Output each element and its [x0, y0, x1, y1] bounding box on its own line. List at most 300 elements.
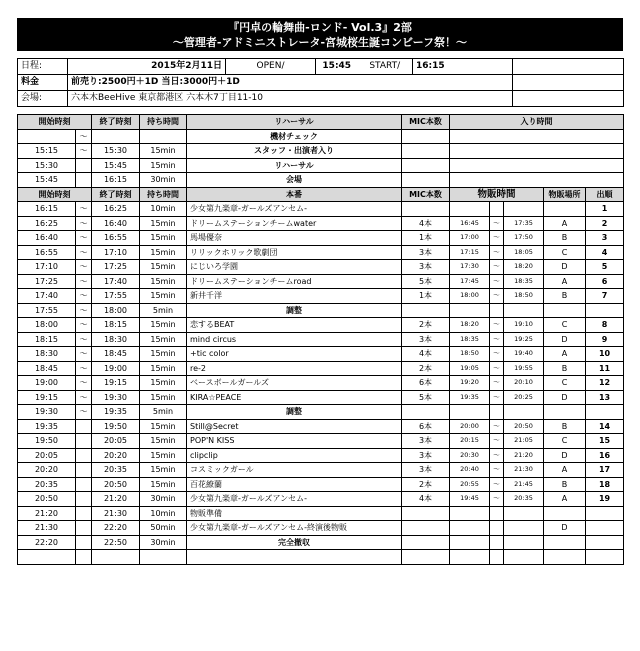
- mic-count: 2本: [402, 318, 450, 333]
- tilde: ～: [76, 318, 92, 333]
- merch-tilde: [490, 303, 504, 318]
- merch-end: [504, 405, 544, 420]
- info-blank-cell: [513, 59, 624, 75]
- show-row: [18, 376, 624, 391]
- show-row: [18, 361, 624, 376]
- mic-count: 5本: [402, 390, 450, 405]
- merch-place: A: [544, 347, 586, 362]
- merch-start: 18:50: [450, 347, 490, 362]
- performer-name: 調整: [187, 303, 402, 318]
- show-rows: [18, 202, 624, 565]
- fee-label: 料金: [18, 75, 68, 91]
- show-row: [18, 434, 624, 449]
- show-row: [18, 347, 624, 362]
- tilde: ～: [76, 129, 92, 144]
- end-time: 19:35: [92, 405, 140, 420]
- mic-count: [402, 405, 450, 420]
- entry-time: [450, 158, 624, 173]
- start-time: 21:20: [18, 506, 76, 521]
- mic-count: 6本: [402, 376, 450, 391]
- merch-start: 19:35: [450, 390, 490, 405]
- merch-end: [504, 303, 544, 318]
- show-row: [18, 231, 624, 246]
- rehearsal-row: [18, 158, 624, 173]
- end-time: 18:45: [92, 347, 140, 362]
- tilde: [76, 419, 92, 434]
- open-label: OPEN/: [226, 59, 316, 75]
- mic-count: 2本: [402, 361, 450, 376]
- duration: 15min: [140, 347, 187, 362]
- merch-start: [450, 303, 490, 318]
- duration: 15min: [140, 144, 187, 159]
- tilde: [76, 158, 92, 173]
- merch-place: D: [544, 521, 586, 536]
- tilde: ～: [76, 216, 92, 231]
- venue-label: 会場:: [18, 91, 68, 107]
- end-time: 15:45: [92, 158, 140, 173]
- start-time: 15:30: [18, 158, 76, 173]
- merch-start: 19:45: [450, 492, 490, 507]
- performance-order: 16: [586, 448, 624, 463]
- duration: 15min: [140, 390, 187, 405]
- duration: 30min: [140, 535, 187, 550]
- end-time: 22:50: [92, 535, 140, 550]
- mic-count: 4本: [402, 492, 450, 507]
- performer-name: [187, 550, 402, 565]
- end-time: 19:15: [92, 376, 140, 391]
- performance-order: [586, 521, 624, 536]
- fee-row: [18, 75, 624, 91]
- performer-name: Still@Secret: [187, 419, 402, 434]
- merch-start: 19:05: [450, 361, 490, 376]
- title-line-1: 『円卓の輪舞曲-ロンド- Vol.3』2部: [228, 21, 412, 34]
- merch-tilde: [490, 506, 504, 521]
- merch-tilde: ～: [490, 347, 504, 362]
- date-label: 日程:: [18, 59, 68, 75]
- merch-place: C: [544, 318, 586, 333]
- merch-end: 20:10: [504, 376, 544, 391]
- end-time: 18:30: [92, 332, 140, 347]
- performance-order: [586, 303, 624, 318]
- mic-count: [402, 129, 450, 144]
- performance-order: 17: [586, 463, 624, 478]
- event-info-table: [17, 58, 624, 107]
- mic-count: 3本: [402, 448, 450, 463]
- header-merch-place: 物販場所: [544, 187, 586, 202]
- mic-count: 5本: [402, 274, 450, 289]
- start-time: 22:20: [18, 535, 76, 550]
- start-time: 21:30: [18, 521, 76, 536]
- mic-count: 3本: [402, 463, 450, 478]
- duration: 10min: [140, 506, 187, 521]
- performer-name: POP'N KISS: [187, 434, 402, 449]
- header-duration: 持ち時間: [140, 187, 187, 202]
- info-blank-cell: [513, 91, 624, 107]
- entry-time: [450, 129, 624, 144]
- mic-count: [402, 158, 450, 173]
- tilde: [76, 521, 92, 536]
- merch-place: A: [544, 216, 586, 231]
- tilde: ～: [76, 376, 92, 391]
- performance-order: [586, 550, 624, 565]
- start-label: START/: [358, 59, 413, 75]
- tilde: ～: [76, 332, 92, 347]
- start-time: 20:05: [18, 448, 76, 463]
- tilde: ～: [76, 245, 92, 260]
- performance-order: 12: [586, 376, 624, 391]
- duration: 5min: [140, 303, 187, 318]
- venue-value: 六本木BeeHive 東京都港区 六本木7丁目11-10: [68, 91, 513, 107]
- duration: 15min: [140, 332, 187, 347]
- start-time: 17:40: [18, 289, 76, 304]
- end-time: [92, 550, 140, 565]
- header-mic: MIC本数: [402, 115, 450, 130]
- merch-end: 21:30: [504, 463, 544, 478]
- open-time: 15:45: [316, 59, 358, 75]
- merch-place: [544, 506, 586, 521]
- end-time: 19:30: [92, 390, 140, 405]
- merch-end: 18:35: [504, 274, 544, 289]
- tilde: [76, 506, 92, 521]
- tilde: [76, 535, 92, 550]
- merch-start: 16:45: [450, 216, 490, 231]
- start-time: 18:45: [18, 361, 76, 376]
- tilde: [76, 173, 92, 188]
- start-time: 16:55: [18, 245, 76, 260]
- title-banner: [17, 18, 623, 51]
- end-time: 16:40: [92, 216, 140, 231]
- mic-count: [402, 550, 450, 565]
- performer-name: mind circus: [187, 332, 402, 347]
- duration: 15min: [140, 289, 187, 304]
- duration: 30min: [140, 492, 187, 507]
- merch-end: [504, 521, 544, 536]
- merch-start: 17:00: [450, 231, 490, 246]
- header-start: 開始時刻: [18, 187, 92, 202]
- start-time: 17:55: [18, 303, 76, 318]
- title-line-2: ～管理者-アドミニストレータ-宮城桜生誕コンビーフ祭！～: [172, 36, 468, 49]
- show-row: [18, 550, 624, 565]
- merch-place: C: [544, 434, 586, 449]
- duration: 15min: [140, 260, 187, 275]
- tilde: ～: [76, 202, 92, 217]
- merch-end: 20:35: [504, 492, 544, 507]
- performance-order: 2: [586, 216, 624, 231]
- end-time: 17:10: [92, 245, 140, 260]
- merch-tilde: ～: [490, 245, 504, 260]
- merch-tilde: ～: [490, 260, 504, 275]
- end-time: 20:50: [92, 477, 140, 492]
- header-show: 本番: [187, 187, 402, 202]
- performance-order: 1: [586, 202, 624, 217]
- merch-end: 18:20: [504, 260, 544, 275]
- tilde: [76, 477, 92, 492]
- performer-name: 少女第九楽章-ガールズアンセム-: [187, 202, 402, 217]
- end-time: 16:55: [92, 231, 140, 246]
- duration: 15min: [140, 245, 187, 260]
- performance-order: [586, 535, 624, 550]
- performer-name: +tic color: [187, 347, 402, 362]
- header-order: 出順: [586, 187, 624, 202]
- duration: 5min: [140, 405, 187, 420]
- performance-order: 11: [586, 361, 624, 376]
- end-time: 20:20: [92, 448, 140, 463]
- entry-time: [450, 173, 624, 188]
- merch-place: A: [544, 463, 586, 478]
- end-time: 20:35: [92, 463, 140, 478]
- header-mic: MIC本数: [402, 187, 450, 202]
- performance-order: [586, 506, 624, 521]
- merch-end: [504, 550, 544, 565]
- merch-tilde: ～: [490, 434, 504, 449]
- merch-place: C: [544, 376, 586, 391]
- tilde: ～: [76, 231, 92, 246]
- merch-tilde: [490, 202, 504, 217]
- performer-name: 少女第九楽章-ガールズアンセム-: [187, 492, 402, 507]
- entry-time: [450, 144, 624, 159]
- merch-start: 19:20: [450, 376, 490, 391]
- duration: [140, 550, 187, 565]
- start-time: 17:25: [18, 274, 76, 289]
- end-time: 21:20: [92, 492, 140, 507]
- start-time: 20:20: [18, 463, 76, 478]
- duration: 15min: [140, 158, 187, 173]
- mic-count: [402, 173, 450, 188]
- show-row: [18, 492, 624, 507]
- start-time: 19:30: [18, 405, 76, 420]
- merch-place: B: [544, 289, 586, 304]
- merch-start: 17:45: [450, 274, 490, 289]
- merch-start: 20:30: [450, 448, 490, 463]
- performer-name: 新井千洋: [187, 289, 402, 304]
- performance-order: 6: [586, 274, 624, 289]
- duration: 15min: [140, 448, 187, 463]
- rehearsal-row: [18, 173, 624, 188]
- performer-name: 少女第九楽章-ガールズアンセム-終演後物販: [187, 521, 402, 536]
- merch-tilde: ～: [490, 477, 504, 492]
- merch-tilde: ～: [490, 376, 504, 391]
- merch-end: 17:35: [504, 216, 544, 231]
- show-row: [18, 245, 624, 260]
- merch-tilde: ～: [490, 216, 504, 231]
- performer-name: ドリームステーションチームwater: [187, 216, 402, 231]
- merch-end: 19:10: [504, 318, 544, 333]
- date-value: 2015年2月11日: [68, 59, 226, 75]
- tilde: ～: [76, 289, 92, 304]
- start-time: 16:25: [18, 216, 76, 231]
- rehearsal-header-row: [18, 115, 624, 130]
- end-time: 16:15: [92, 173, 140, 188]
- merch-end: 21:45: [504, 477, 544, 492]
- performer-name: 百花繚蘭: [187, 477, 402, 492]
- duration: 15min: [140, 231, 187, 246]
- mic-count: 4本: [402, 216, 450, 231]
- performance-order: 5: [586, 260, 624, 275]
- performance-order: 15: [586, 434, 624, 449]
- show-row: [18, 289, 624, 304]
- show-row: [18, 216, 624, 231]
- header-merch-time: 物販時間: [450, 187, 544, 202]
- header-entry-time: 入り時間: [450, 115, 624, 130]
- duration: 15min: [140, 361, 187, 376]
- end-time: 21:30: [92, 506, 140, 521]
- merch-end: [504, 202, 544, 217]
- performer-name: にじいろ学園: [187, 260, 402, 275]
- tilde: [76, 492, 92, 507]
- merch-tilde: ～: [490, 231, 504, 246]
- show-row: [18, 419, 624, 434]
- rehearsal-item: 機材チェック: [187, 129, 402, 144]
- show-row: [18, 521, 624, 536]
- merch-place: C: [544, 245, 586, 260]
- header-duration: 持ち時間: [140, 115, 187, 130]
- merch-start: 20:55: [450, 477, 490, 492]
- merch-tilde: ～: [490, 289, 504, 304]
- rehearsal-row: [18, 129, 624, 144]
- performance-order: 18: [586, 477, 624, 492]
- merch-end: 18:05: [504, 245, 544, 260]
- start-time: 17:10: [18, 260, 76, 275]
- tilde: ～: [76, 361, 92, 376]
- duration: 15min: [140, 216, 187, 231]
- duration: [140, 129, 187, 144]
- merch-place: B: [544, 477, 586, 492]
- duration: 15min: [140, 318, 187, 333]
- duration: 50min: [140, 521, 187, 536]
- start-time: 19:35: [18, 419, 76, 434]
- merch-end: 18:50: [504, 289, 544, 304]
- end-time: 18:00: [92, 303, 140, 318]
- start-time: 19:50: [18, 434, 76, 449]
- merch-end: 20:25: [504, 390, 544, 405]
- tilde: ～: [76, 390, 92, 405]
- mic-count: 3本: [402, 332, 450, 347]
- merch-end: [504, 506, 544, 521]
- merch-place: B: [544, 419, 586, 434]
- merch-tilde: ～: [490, 492, 504, 507]
- performer-name: コスミックガール: [187, 463, 402, 478]
- performance-order: [586, 405, 624, 420]
- performance-order: 3: [586, 231, 624, 246]
- mic-count: [402, 303, 450, 318]
- performer-name: 調整: [187, 405, 402, 420]
- duration: 15min: [140, 434, 187, 449]
- tilde: ～: [76, 303, 92, 318]
- show-row: [18, 448, 624, 463]
- duration: 15min: [140, 463, 187, 478]
- start-time: 18:30: [18, 347, 76, 362]
- performer-name: re-2: [187, 361, 402, 376]
- performance-order: 13: [586, 390, 624, 405]
- merch-tilde: ～: [490, 463, 504, 478]
- header-end: 終了時刻: [92, 115, 140, 130]
- merch-tilde: ～: [490, 318, 504, 333]
- tilde: ～: [76, 260, 92, 275]
- merch-start: 20:40: [450, 463, 490, 478]
- tilde: [76, 434, 92, 449]
- performer-name: 馬場優奈: [187, 231, 402, 246]
- merch-end: 21:05: [504, 434, 544, 449]
- show-row: [18, 405, 624, 420]
- merch-end: 19:40: [504, 347, 544, 362]
- merch-tilde: ～: [490, 419, 504, 434]
- end-time: 22:20: [92, 521, 140, 536]
- merch-end: 19:25: [504, 332, 544, 347]
- header-start: 開始時刻: [18, 115, 92, 130]
- tilde: [76, 448, 92, 463]
- mic-count: 4本: [402, 347, 450, 362]
- merch-end: 17:50: [504, 231, 544, 246]
- mic-count: 2本: [402, 477, 450, 492]
- mic-count: [402, 202, 450, 217]
- rehearsal-rows: [18, 129, 624, 187]
- merch-start: [450, 535, 490, 550]
- start-time: 16:40: [18, 231, 76, 246]
- tilde: ～: [76, 405, 92, 420]
- end-time: 19:50: [92, 419, 140, 434]
- rehearsal-item: リハーサル: [187, 158, 402, 173]
- mic-count: 1本: [402, 289, 450, 304]
- show-row: [18, 506, 624, 521]
- duration: 10min: [140, 202, 187, 217]
- mic-count: [402, 144, 450, 159]
- merch-tilde: ～: [490, 361, 504, 376]
- merch-end: 20:50: [504, 419, 544, 434]
- start-time: 16:15: [413, 59, 513, 75]
- merch-place: D: [544, 332, 586, 347]
- show-header-row: [18, 187, 624, 202]
- end-time: 17:25: [92, 260, 140, 275]
- mic-count: 3本: [402, 260, 450, 275]
- merch-end: 19:55: [504, 361, 544, 376]
- show-row: [18, 535, 624, 550]
- schedule-table: [17, 114, 624, 565]
- start-time: [18, 550, 76, 565]
- tilde: ～: [76, 144, 92, 159]
- merch-place: D: [544, 390, 586, 405]
- performer-name: clipclip: [187, 448, 402, 463]
- merch-start: 18:00: [450, 289, 490, 304]
- merch-place: [544, 535, 586, 550]
- performer-name: 完全撤収: [187, 535, 402, 550]
- mic-count: [402, 506, 450, 521]
- merch-place: B: [544, 231, 586, 246]
- performance-order: 7: [586, 289, 624, 304]
- end-time: [92, 129, 140, 144]
- show-row: [18, 463, 624, 478]
- fee-value: 前売り:2500円＋1D 当日:3000円＋1D: [68, 75, 513, 91]
- start-time: 19:15: [18, 390, 76, 405]
- merch-start: [450, 550, 490, 565]
- merch-place: [544, 550, 586, 565]
- show-row: [18, 202, 624, 217]
- merch-tilde: [490, 550, 504, 565]
- merch-place: [544, 303, 586, 318]
- start-time: 15:45: [18, 173, 76, 188]
- merch-place: A: [544, 274, 586, 289]
- tilde: ～: [76, 347, 92, 362]
- merch-tilde: [490, 405, 504, 420]
- performer-name: 物販準備: [187, 506, 402, 521]
- date-row: [18, 59, 624, 75]
- duration: 15min: [140, 274, 187, 289]
- venue-row: [18, 91, 624, 107]
- duration: 15min: [140, 376, 187, 391]
- header-end: 終了時刻: [92, 187, 140, 202]
- end-time: 19:00: [92, 361, 140, 376]
- duration: 15min: [140, 477, 187, 492]
- show-row: [18, 390, 624, 405]
